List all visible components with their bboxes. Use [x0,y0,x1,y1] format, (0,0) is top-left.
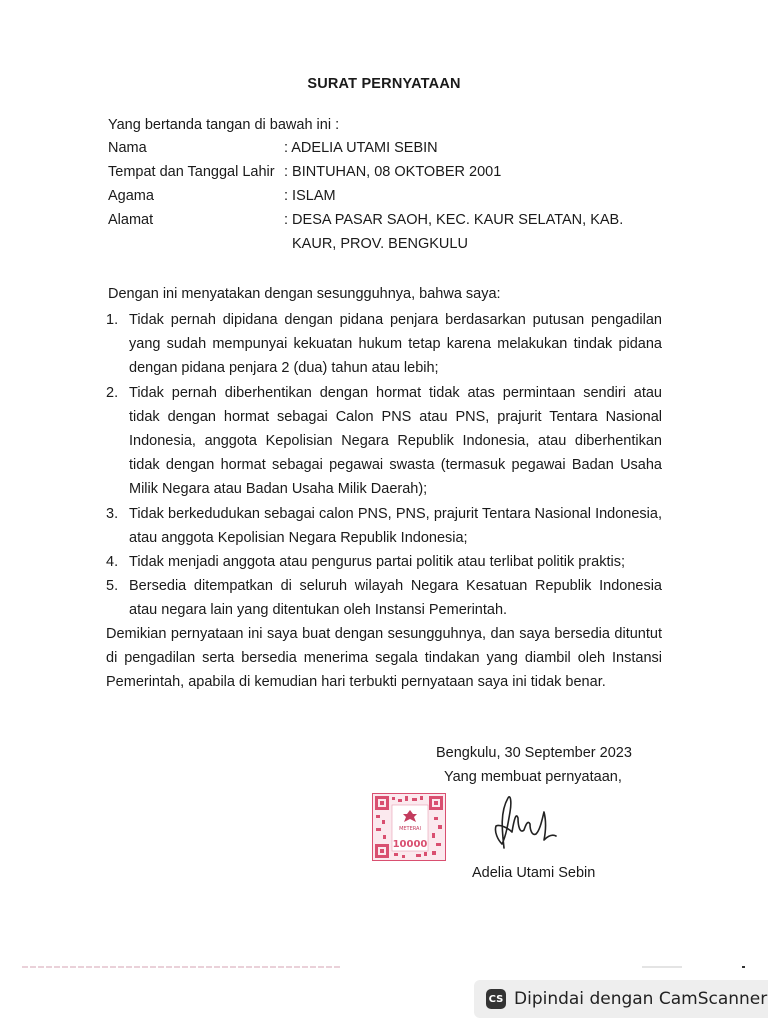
field-value-ttl: : BINTUHAN, 08 OKTOBER 2001 [284,164,502,180]
stamp-amount: 10000 [392,839,428,850]
item-number: 2. [106,384,119,401]
field-label-alamat: Alamat [108,212,154,228]
item-number: 5. [106,578,119,595]
camscanner-text: Dipindai dengan CamScanner [514,989,768,1009]
list-item [106,550,662,574]
declaration-list [106,308,662,623]
document-title: SURAT PERNYATAAN [307,76,461,92]
list-item [106,381,662,502]
field-value-alamat: : DESA PASAR SAOH, KEC. KAUR SELATAN, KAB. [284,212,624,228]
item-number: 4. [106,554,119,571]
item-text: Tidak menjadi anggota atau pengurus partai politik atau terlibat politik praktis; [129,554,625,571]
page-edge-divider [22,966,746,968]
camscanner-badge [474,980,768,1018]
stamp-label: METERAI [399,826,421,832]
declaration-intro: Dengan ini menyatakan dengan sesungguhnya, bahwa saya: [108,286,501,302]
signature-icon [482,790,560,852]
list-item [106,574,662,622]
field-value-nama: : ADELIA UTAMI SEBIN [284,140,438,156]
field-value-agama: : ISLAM [284,188,336,204]
camscanner-logo-icon: CS [486,989,506,1009]
field-label-nama: Nama [108,140,147,156]
item-text: Tidak pernah diberhentikan dengan hormat tidak atas permintaan sendiri atau tidak dengan hormat sebagai Calon PNS atau PNS, prajurit Tentara Nasional Indonesia, anggota Kepolisian Negara Republik Indonesia, atau diberhentikan tidak dengan hormat sebagai pegawai swasta (termasuk pegawai Badan Usaha Milik Negara atau Badan Usaha Milik Daerah); [129,384,662,498]
list-item [106,502,662,550]
intro-text: Yang bertanda tangan di bawah ini : [108,117,340,133]
field-label-ttl: Tempat dan Tanggal Lahir [108,164,275,180]
item-number: 3. [106,505,119,522]
item-number: 1. [106,312,119,328]
item-text: Bersedia ditempatkan di seluruh wilayah Negara Kesatuan Republik Indonesia atau negara lain yang ditentukan oleh Instansi Pemerintah. [129,578,662,619]
closing-paragraph: Demikian pernyataan ini saya buat dengan sesungguhnya, dan saya bersedia dituntut di pengadilan serta bersedia menerima segala tindakan yang diambil oleh Instansi Pemerintah, apabila di kemudian hari terbukti pernyataan saya ini tidak benar. [106,626,662,691]
field-label-agama: Agama [108,188,154,204]
place-date: Bengkulu, 30 September 2023 [436,745,632,761]
list-item [106,308,662,381]
meterai-stamp-icon [372,793,446,861]
field-value-alamat-cont: KAUR, PROV. BENGKULU [292,236,468,252]
item-text: Tidak pernah dipidana dengan pidana penjara berdasarkan putusan pengadilan yang sudah mempunyai kekuatan hukum tetap karena melakukan tindak pidana dengan pidana penjara 2 (dua) tahun atau lebih; [129,312,662,377]
maker-label: Yang membuat pernyataan, [444,769,622,785]
item-text: Tidak berkedudukan sebagai calon PNS, PNS, prajurit Tentara Nasional Indonesia, atau anggota Kepolisian Negara Republik Indonesia; [129,505,662,546]
signer-name: Adelia Utami Sebin [472,865,596,881]
